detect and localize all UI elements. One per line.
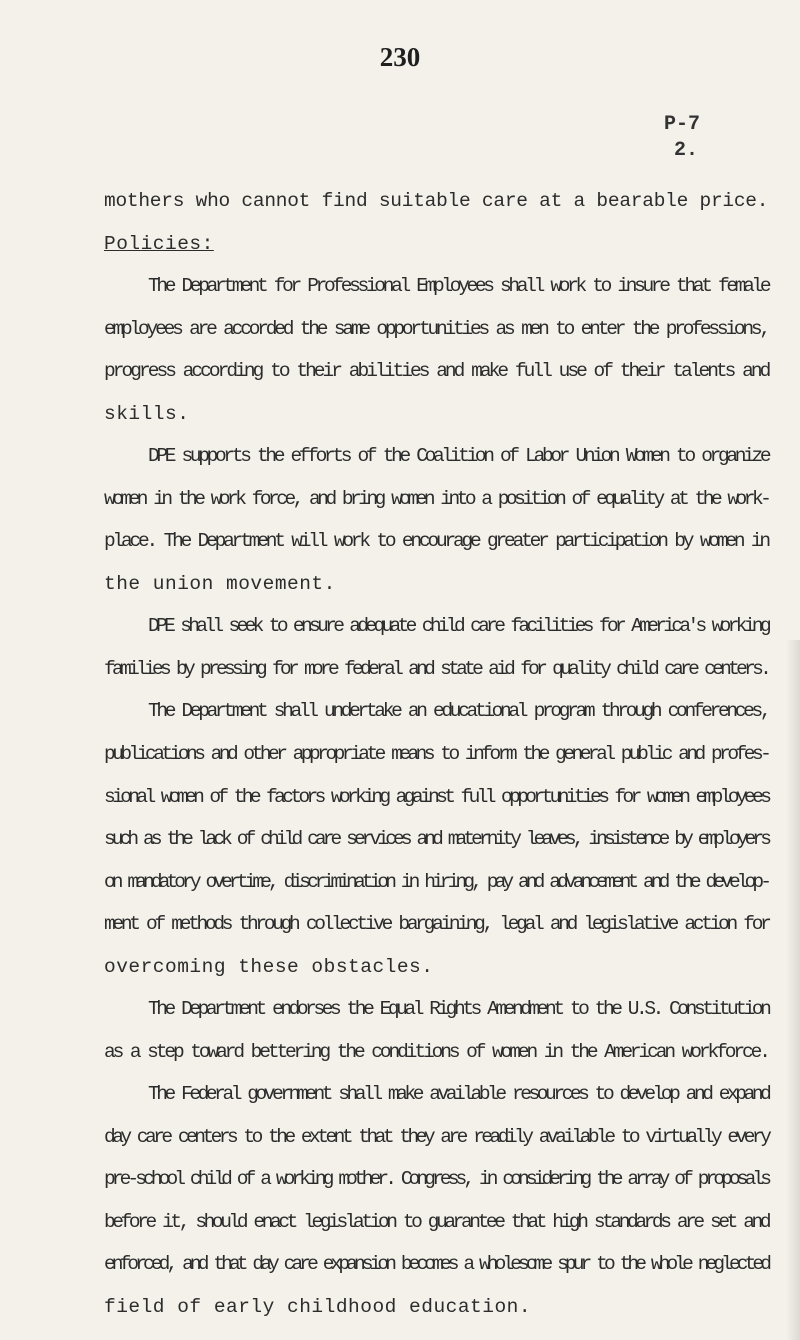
reference-code-sub: 2. (674, 139, 699, 162)
text-line: progress according to their abilities and make full use of their talents and (104, 360, 769, 382)
page-number: 230 (379, 42, 421, 72)
reference-code-main: P-7 (664, 113, 701, 136)
text-line: pre-school child of a working mother. Congress, in considering the array of proposals (104, 1168, 769, 1190)
text-line: DPE supports the efforts of the Coalition of Labor Union Women to organize (148, 445, 769, 467)
text-line: DPE shall seek to ensure adequate child care facilities for America's working (148, 615, 768, 637)
text-line: employees are accorded the same opportunities as men to enter the professions, (104, 318, 768, 340)
text-line: sional women of the factors working against full opportunities for women employees (104, 786, 769, 808)
text-line: place. The Department will work to encourage greater participation by women in (104, 530, 768, 552)
text-line: such as the lack of child care services and maternity leaves, insistence by employers (104, 828, 769, 850)
section-heading-policies: Policies: (104, 233, 214, 255)
text-line: as a step toward bettering the conditions of women in the American workforce. (104, 1041, 768, 1063)
text-line: mothers who cannot find suitable care at a bearable price. (104, 190, 769, 212)
text-line: The Department shall undertake an educational program through conferences, (148, 700, 769, 722)
text-line: field of early childhood education. (104, 1296, 532, 1318)
text-line: on mandatory overtime, discrimination in hiring, pay and advancement and the develop- (104, 871, 769, 893)
text-line: before it, should enact legislation to guarantee that high standards are set and (104, 1211, 769, 1233)
text-line: The Federal government shall make available resources to develop and expand (148, 1083, 769, 1105)
scan-edge-shadow (786, 640, 800, 1340)
text-line: day care centers to the extent that they are readily available to virtually every (104, 1126, 769, 1148)
text-line: women in the work force, and bring women into a position of equality at the work- (104, 488, 769, 510)
reference-code (664, 112, 700, 164)
text-line: The Department for Professional Employees shall work to insure that female (148, 275, 769, 297)
text-line: enforced, and that day care expansion becomes a wholesome spur to the whole neglected (104, 1253, 769, 1275)
text-line: the union movement. (104, 573, 336, 595)
text-line: The Department endorses the Equal Rights Amendment to the U.S. Constitution (148, 998, 769, 1020)
text-line: overcoming these obstacles. (104, 956, 434, 978)
text-line: ment of methods through collective bargaining, legal and legislative action for (104, 913, 769, 935)
text-line: families by pressing for more federal and state aid for quality child care centers. (104, 658, 769, 680)
text-line: publications and other appropriate means to inform the general public and profes- (104, 743, 769, 765)
text-line: skills. (104, 403, 190, 425)
